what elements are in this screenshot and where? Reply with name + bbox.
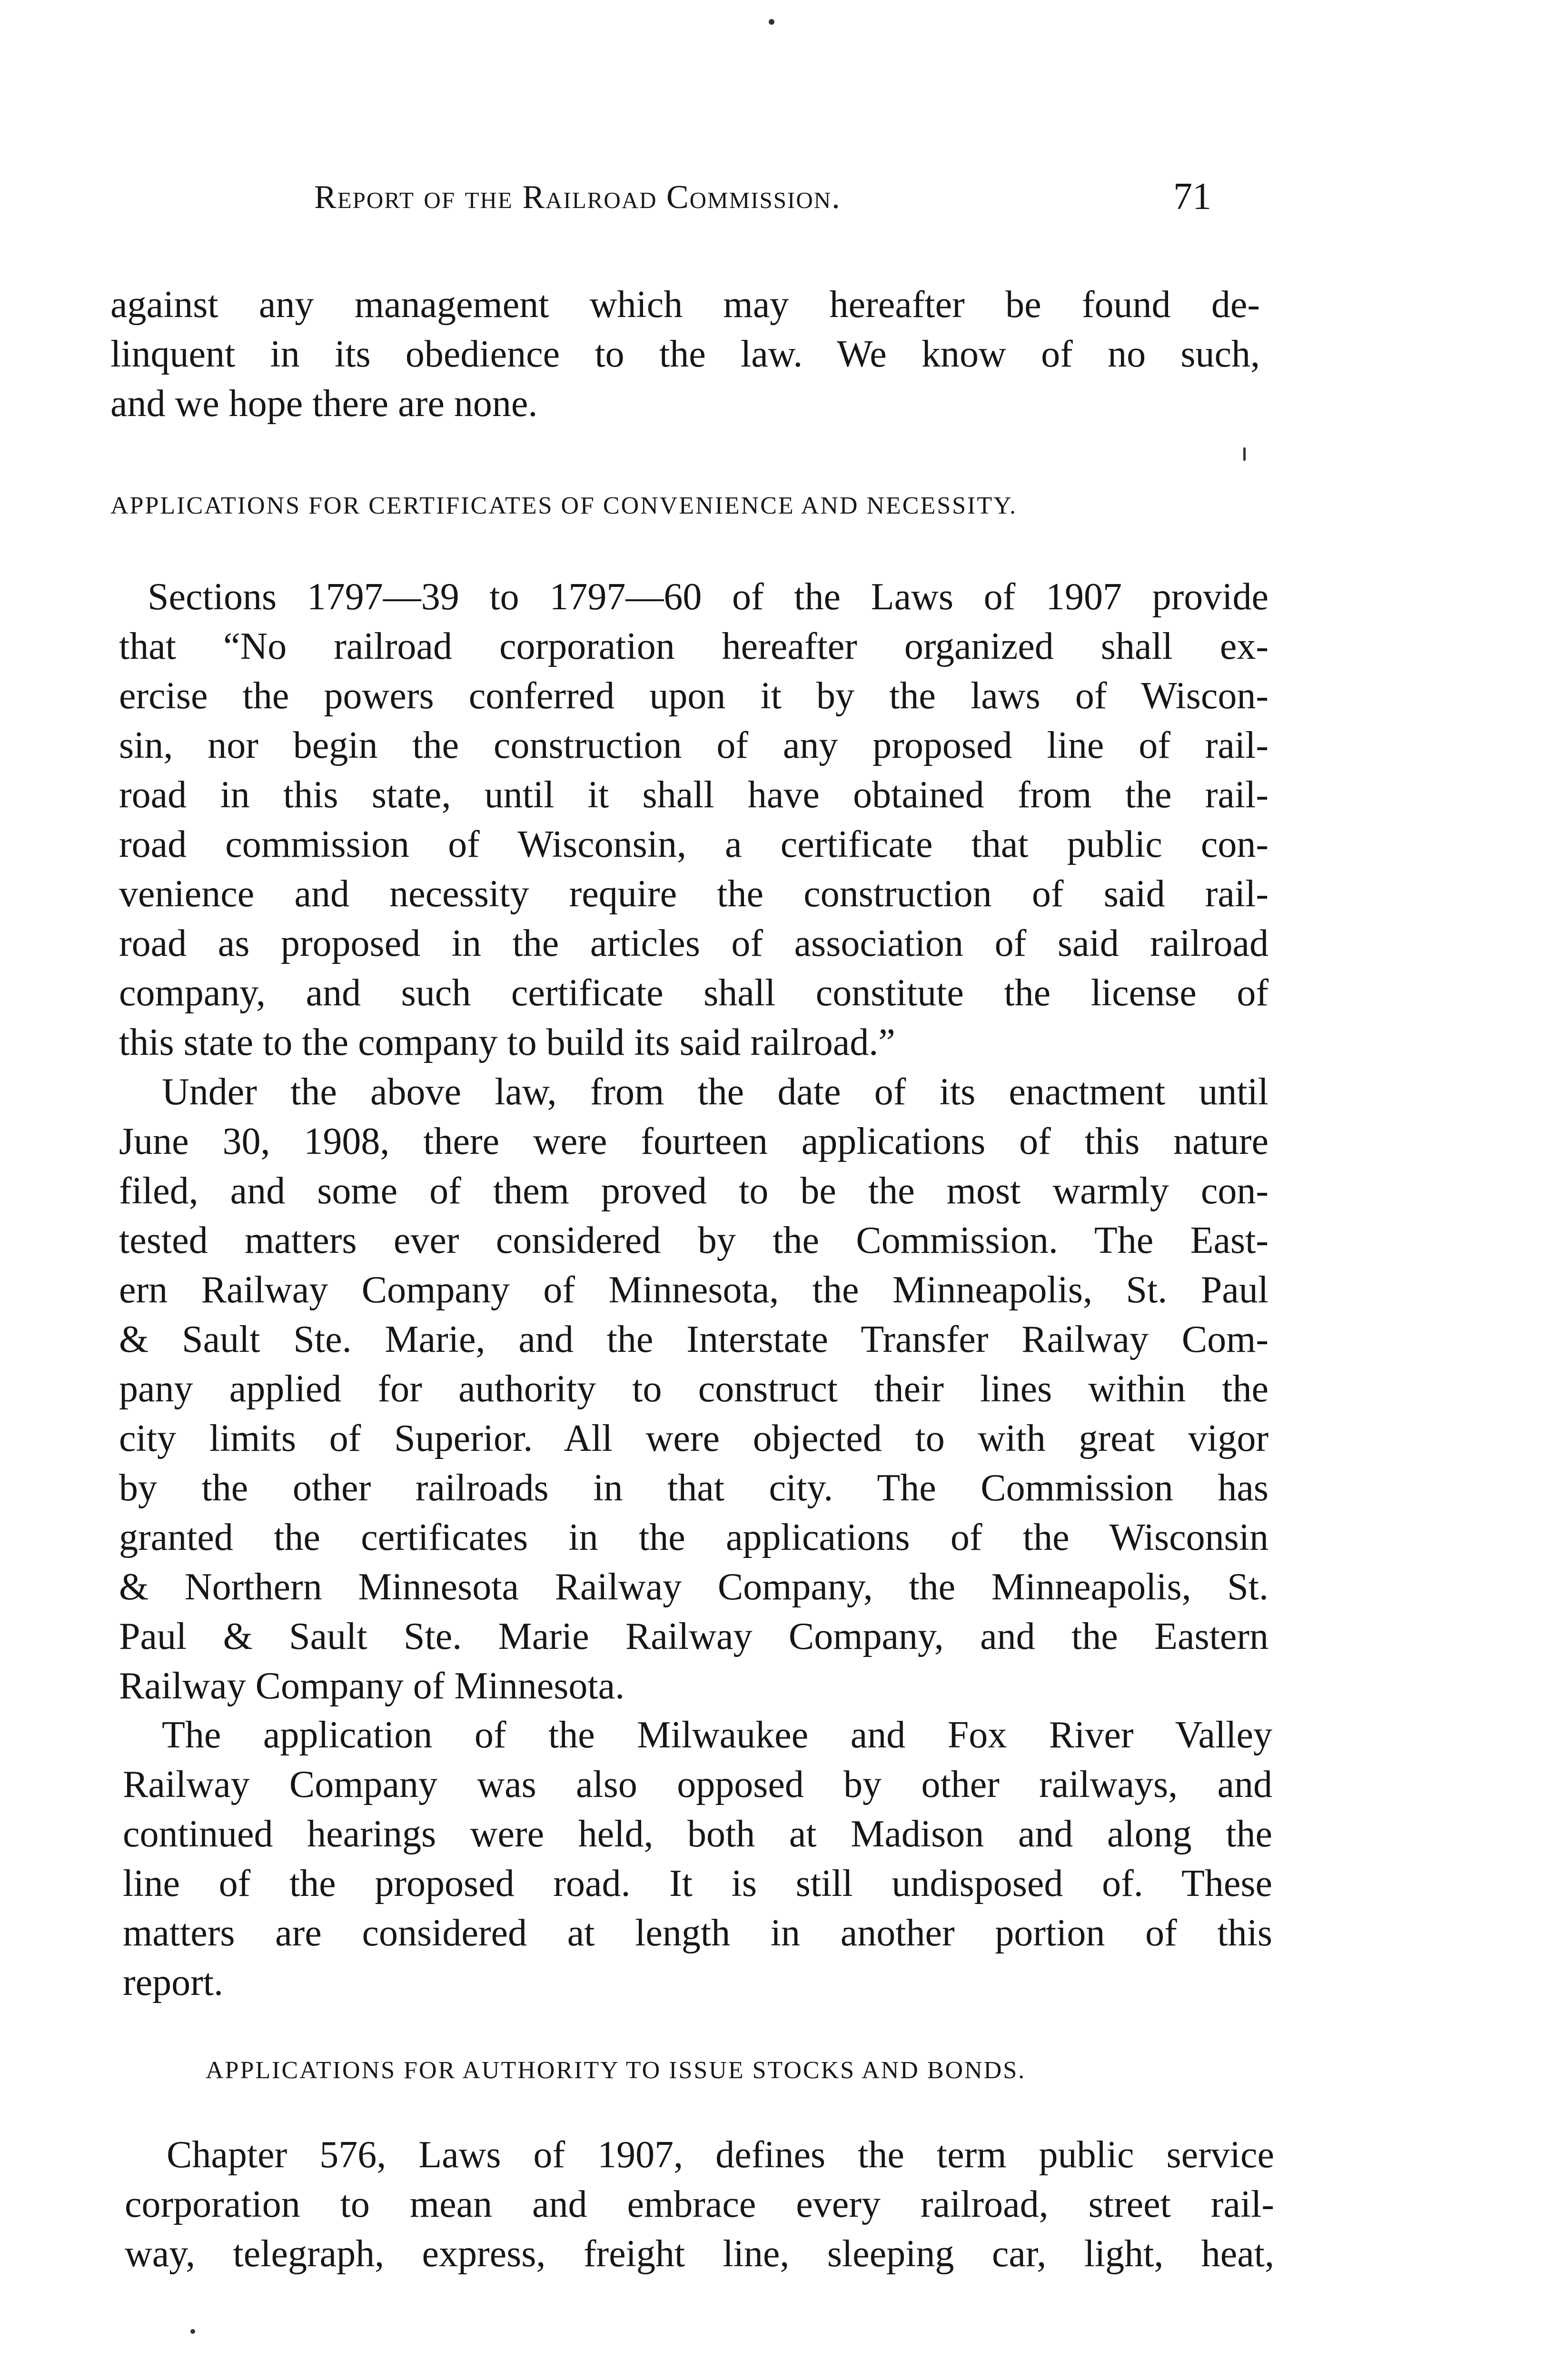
text-line: linquent in its obedience to the law. We know of no such,: [110, 333, 1260, 375]
text-line: road as proposed in the articles of association of said railroad: [119, 922, 1269, 964]
scan-speck: [190, 2329, 195, 2334]
paragraph: [119, 1067, 1269, 1711]
paragraph: [123, 1710, 1272, 2007]
text-line: city limits of Superior. All were objected to with great vigor: [119, 1418, 1269, 1459]
continued-paragraph: [110, 280, 1260, 428]
paragraph: [119, 572, 1269, 1067]
text-line: way, telegraph, express, freight line, sleeping car, light, heat,: [125, 2233, 1274, 2275]
text-line: corporation to mean and embrace every railroad, street rail-: [125, 2183, 1274, 2225]
text-line: venience and necessity require the construction of said rail-: [119, 873, 1269, 915]
text-line: against any management which may hereafter be found de-: [110, 284, 1260, 326]
section-heading-stocks-bonds: APPLICATIONS FOR AUTHORITY TO ISSUE STOCKS AND BONDS.: [206, 2057, 1026, 2084]
section-heading-certificates: APPLICATIONS FOR CERTIFICATES OF CONVENIENCE AND NECESSITY.: [110, 492, 1017, 519]
page-number: 71: [1173, 176, 1211, 218]
text-line: Under the above law, from the date of its enactment until: [162, 1071, 1269, 1113]
text-line: Chapter 576, Laws of 1907, defines the term public service: [167, 2134, 1274, 2176]
text-line: line of the proposed road. It is still undisposed of. These: [123, 1863, 1272, 1904]
text-line: ern Railway Company of Minnesota, the Minneapolis, St. Paul: [119, 1269, 1269, 1311]
text-line: that “No railroad corporation hereafter organized shall ex-: [119, 625, 1269, 667]
text-line: The application of the Milwaukee and Fox River Valley: [162, 1714, 1272, 1756]
text-line: road in this state, until it shall have obtained from the rail-: [119, 774, 1269, 816]
text-line: by the other railroads in that city. The Commission has: [119, 1467, 1269, 1509]
text-line: & Northern Minnesota Railway Company, the Minneapolis, St.: [119, 1566, 1269, 1608]
text-line: Sections 1797—39 to 1797—60 of the Laws of 1907 provide: [148, 576, 1269, 618]
text-line: & Sault Ste. Marie, and the Interstate Transfer Railway Com-: [119, 1319, 1269, 1360]
text-line: June 30, 1908, there were fourteen applications of this nature: [119, 1121, 1269, 1162]
paragraph: [125, 2130, 1274, 2279]
text-line: sin, nor begin the construction of any proposed line of rail-: [119, 724, 1269, 766]
text-line: continued hearings were held, both at Madison and along the: [123, 1813, 1272, 1855]
text-line: Railway Company was also opposed by other railways, and: [123, 1764, 1272, 1805]
text-line: granted the certificates in the applications of the Wisconsin: [119, 1517, 1269, 1558]
text-line: this state to the company to build its said railroad.”: [119, 1021, 895, 1063]
text-line: ercise the powers conferred upon it by the laws of Wiscon-: [119, 675, 1269, 717]
text-line: filed, and some of them proved to be the most warmly con-: [119, 1170, 1269, 1212]
text-line: Paul & Sault Ste. Marie Railway Company, and the Eastern: [119, 1616, 1269, 1657]
scan-speck: [1243, 447, 1246, 461]
text-line: pany applied for authority to construct their lines within the: [119, 1368, 1269, 1410]
text-line: road commission of Wisconsin, a certificate that public con-: [119, 823, 1269, 865]
text-line: and we hope there are none.: [110, 383, 538, 425]
text-line: matters are considered at length in another portion of this: [123, 1912, 1272, 1954]
running-head: Report of the Railroad Commission.: [314, 179, 841, 216]
text-line: Railway Company of Minnesota.: [119, 1665, 625, 1707]
text-line: report.: [123, 1962, 224, 2003]
text-line: tested matters ever considered by the Commission. The East-: [119, 1220, 1269, 1261]
scan-speck: [769, 19, 774, 25]
text-line: company, and such certificate shall constitute the license of: [119, 972, 1269, 1014]
